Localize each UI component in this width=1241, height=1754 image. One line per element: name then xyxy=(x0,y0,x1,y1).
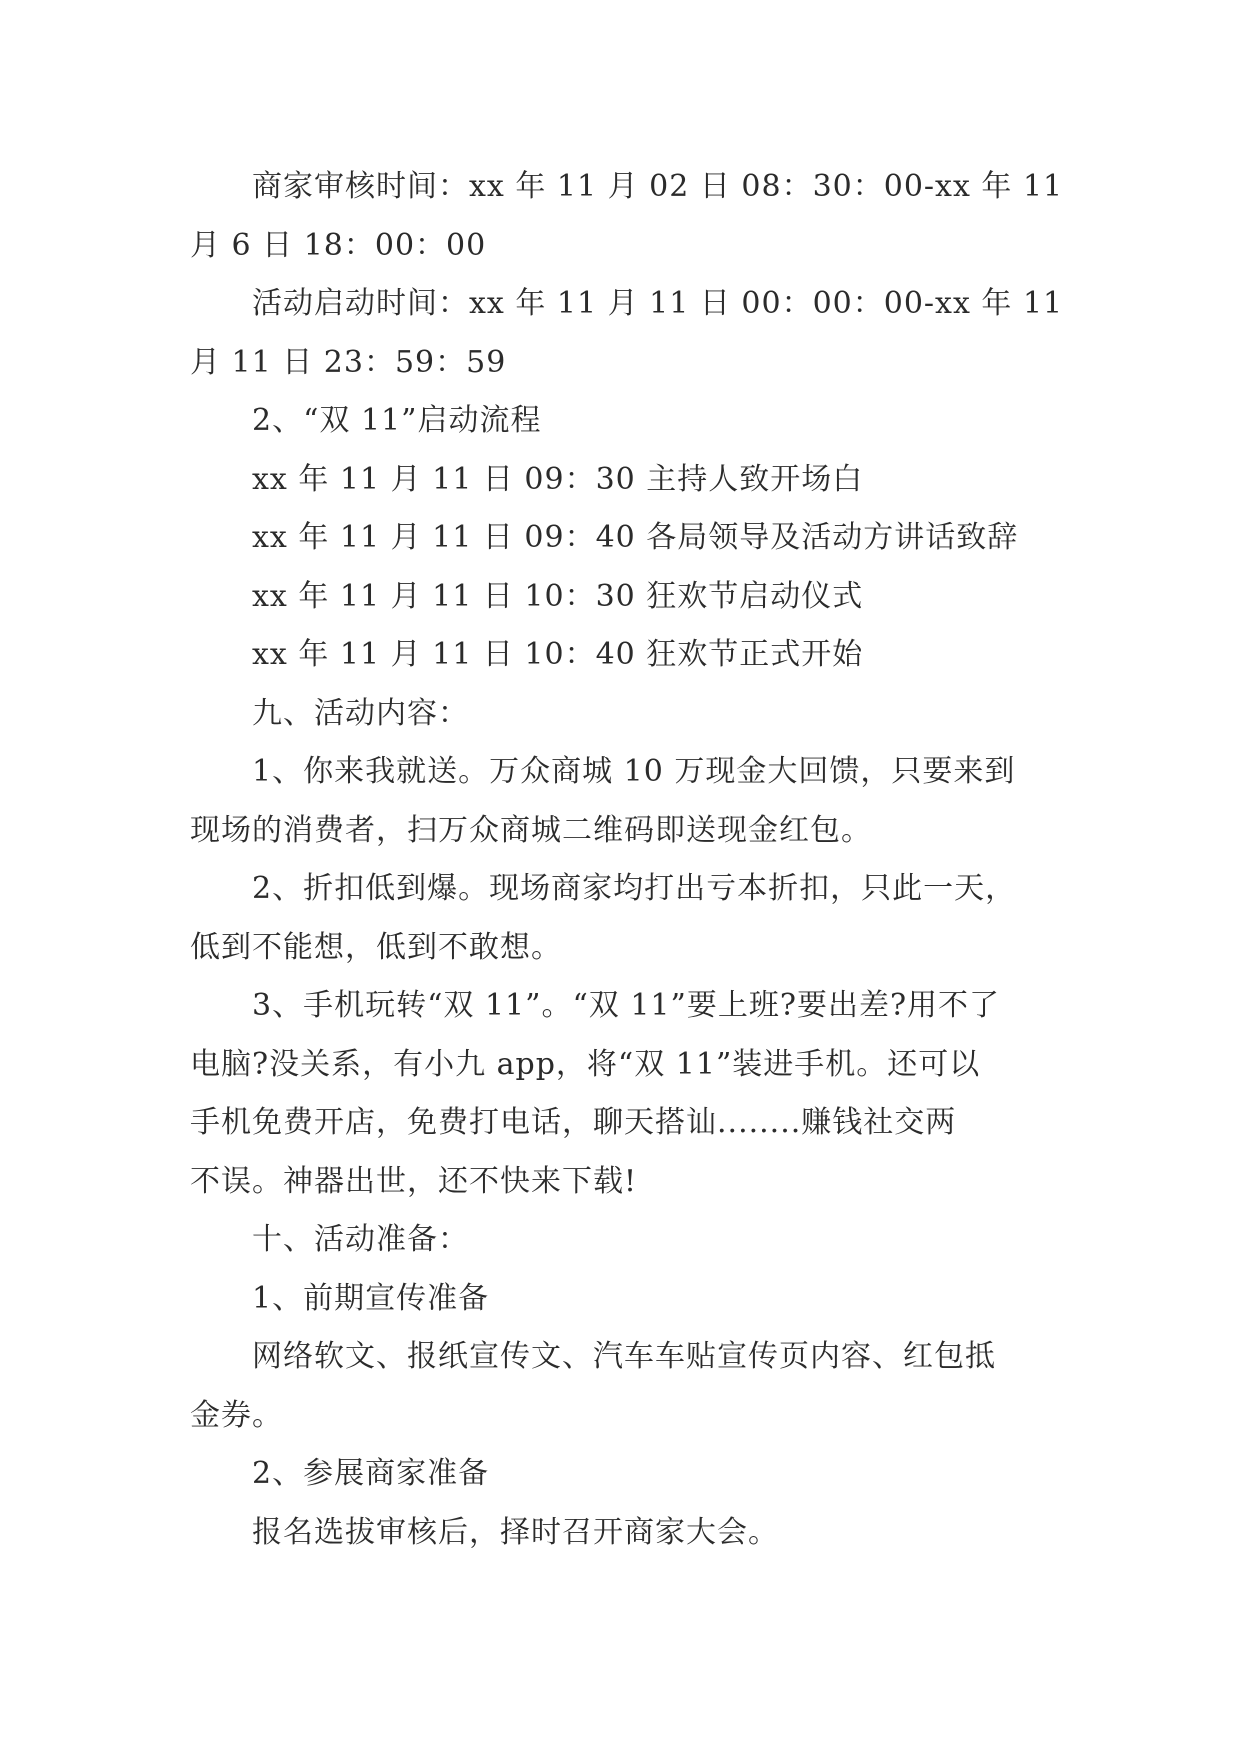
schedule-item: xx 年 11 月 11 日 09：40 各局领导及活动方讲话致辞 xyxy=(252,520,1019,555)
text-line: 不误。神器出世，还不快来下载! xyxy=(190,1163,638,1199)
text-line: 低到不能想，低到不敢想。 xyxy=(190,929,562,965)
text-line: 1、你来我就送。万众商城 10 万现金大回馈，只要来到 xyxy=(252,754,1016,789)
text-line: 网络软文、报纸宣传文、汽车车贴宣传页内容、红包抵 xyxy=(252,1339,996,1374)
section-heading: 九、活动内容： xyxy=(252,695,469,731)
schedule-item: xx 年 11 月 11 日 10：40 狂欢节正式开始 xyxy=(252,637,864,672)
text-line: 3、手机玩转“双 11”。“双 11”要上班?要出差?用不了 xyxy=(252,988,1001,1023)
subsection-heading: 2、参展商家准备 xyxy=(252,1456,490,1491)
text-line: 金券。 xyxy=(190,1397,283,1433)
text-line: 手机免费开店，免费打电话，聊天搭讪........赚钱社交两 xyxy=(190,1105,957,1140)
text-line: 月 11 日 23：59：59 xyxy=(190,344,507,380)
subsection-heading: 1、前期宣传准备 xyxy=(252,1280,490,1316)
schedule-item: xx 年 11 月 11 日 09：30 主持人致开场白 xyxy=(252,461,864,497)
text-line: 2、折扣低到爆。现场商家均打出亏本折扣，只此一天， xyxy=(252,871,1017,906)
text-line: 现场的消费者，扫万众商城二维码即送现金红包。 xyxy=(190,812,872,848)
text-line: 活动启动时间：xx 年 11 月 11 日 00：00：00-xx 年 11 xyxy=(252,286,1064,321)
text-line: 商家审核时间：xx 年 11 月 02 日 08：30：00-xx 年 11 xyxy=(252,169,1064,204)
section-heading: 2、“双 11”启动流程 xyxy=(252,403,542,438)
section-heading: 十、活动准备： xyxy=(252,1222,469,1257)
text-line: 月 6 日 18：00：00 xyxy=(190,227,487,263)
document-body xyxy=(190,158,1064,1562)
text-line: 电脑?没关系，有小九 app，将“双 11”装进手机。还可以 xyxy=(190,1046,981,1082)
text-line: 报名选拔审核后，择时召开商家大会。 xyxy=(252,1514,779,1550)
schedule-item: xx 年 11 月 11 日 10：30 狂欢节启动仪式 xyxy=(252,578,864,614)
